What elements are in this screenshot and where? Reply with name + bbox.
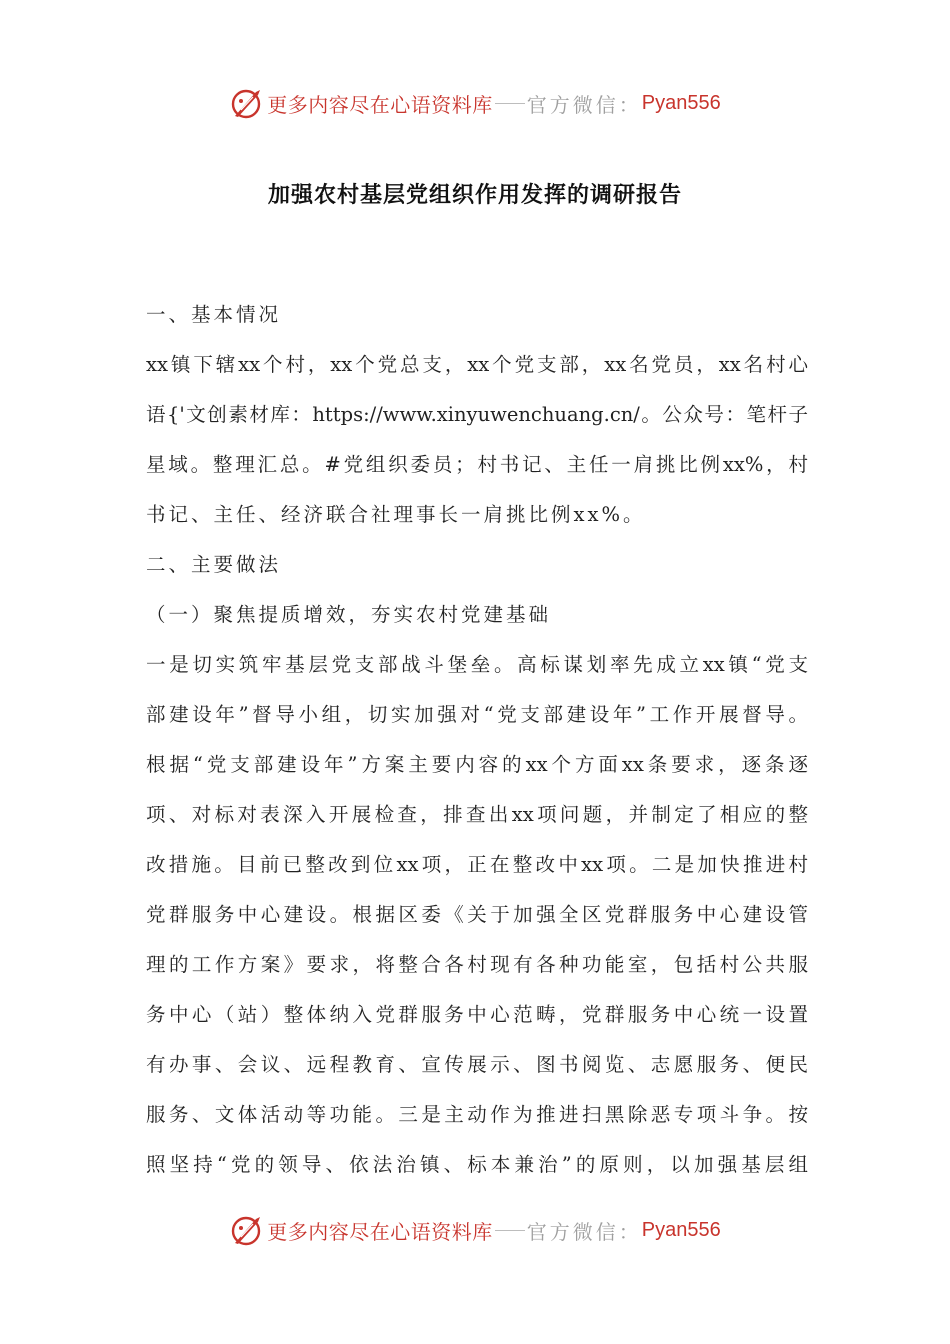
body-line: 根据“党支部建设年”方案主要内容的xx个方面xx条要求，逐条逐 [146, 753, 808, 776]
body-line: 服务、文体活动等功能。三是主动作为推进扫黑除恶专项斗争。按 [146, 1103, 808, 1126]
body-line: 语{'文创素材库：https://www.xinyuwenchuang.cn/。公众号：笔杆子 [146, 403, 808, 426]
footer-banner [0, 1208, 950, 1252]
section-heading-basic-situation: 一、基本情况 [146, 303, 282, 326]
document-body [146, 290, 808, 1190]
body-line: 书记、主任、经济联合社理事长一肩挑比例xx%。 [146, 503, 646, 526]
banner-official-label: 官方微信： [526, 1219, 642, 1244]
body-line: 理的工作方案》要求，将整合各村现有各种功能室，包括村公共服 [146, 953, 808, 976]
subsection-heading: （一）聚焦提质增效，夯实农村党建基础 [146, 603, 552, 626]
banner-text: 更多内容尽在心语资料库 [267, 92, 493, 117]
section-heading-main-practices: 二、主要做法 [146, 553, 282, 576]
body-line: 务中心（站）整体纳入党群服务中心范畴，党群服务中心统一设置 [146, 1003, 808, 1026]
banner-wechat-id: Pyan556 [641, 91, 721, 114]
document-title: 加强农村基层党组织作用发挥的调研报告 [267, 183, 682, 208]
banner-official-label: 官方微信： [526, 92, 642, 117]
body-line: 一是切实筑牢基层党支部战斗堡垒。高标谋划率先成立xx镇“党支 [146, 653, 808, 676]
body-line: xx镇下辖xx个村，xx个党总支，xx个党支部，xx名党员，xx名村心 [146, 353, 808, 376]
body-line: 星域。整理汇总。#党组织委员；村书记、主任一肩挑比例xx%，村 [146, 453, 808, 476]
body-line: 部建设年”督导小组，切实加强对“党支部建设年”工作开展督导。 [146, 703, 808, 726]
quill-logo-icon [229, 1213, 263, 1247]
banner-dash-divider [495, 1230, 525, 1231]
banner-dash-divider [495, 103, 525, 104]
quill-logo-icon [229, 86, 263, 120]
header-banner [0, 81, 950, 125]
body-line: 改措施。目前已整改到位xx项，正在整改中xx项。二是加快推进村 [146, 853, 808, 876]
body-line: 项、对标对表深入开展检查，排查出xx项问题，并制定了相应的整 [146, 803, 808, 826]
banner-text: 更多内容尽在心语资料库 [267, 1219, 493, 1244]
body-line: 有办事、会议、远程教育、宣传展示、图书阅览、志愿服务、便民 [146, 1053, 808, 1076]
body-line: 党群服务中心建设。根据区委《关于加强全区党群服务中心建设管 [146, 903, 808, 926]
banner-wechat-id: Pyan556 [641, 1218, 721, 1241]
body-line: 照坚持“党的领导、依法治镇、标本兼治”的原则，以加强基层组 [146, 1153, 808, 1176]
